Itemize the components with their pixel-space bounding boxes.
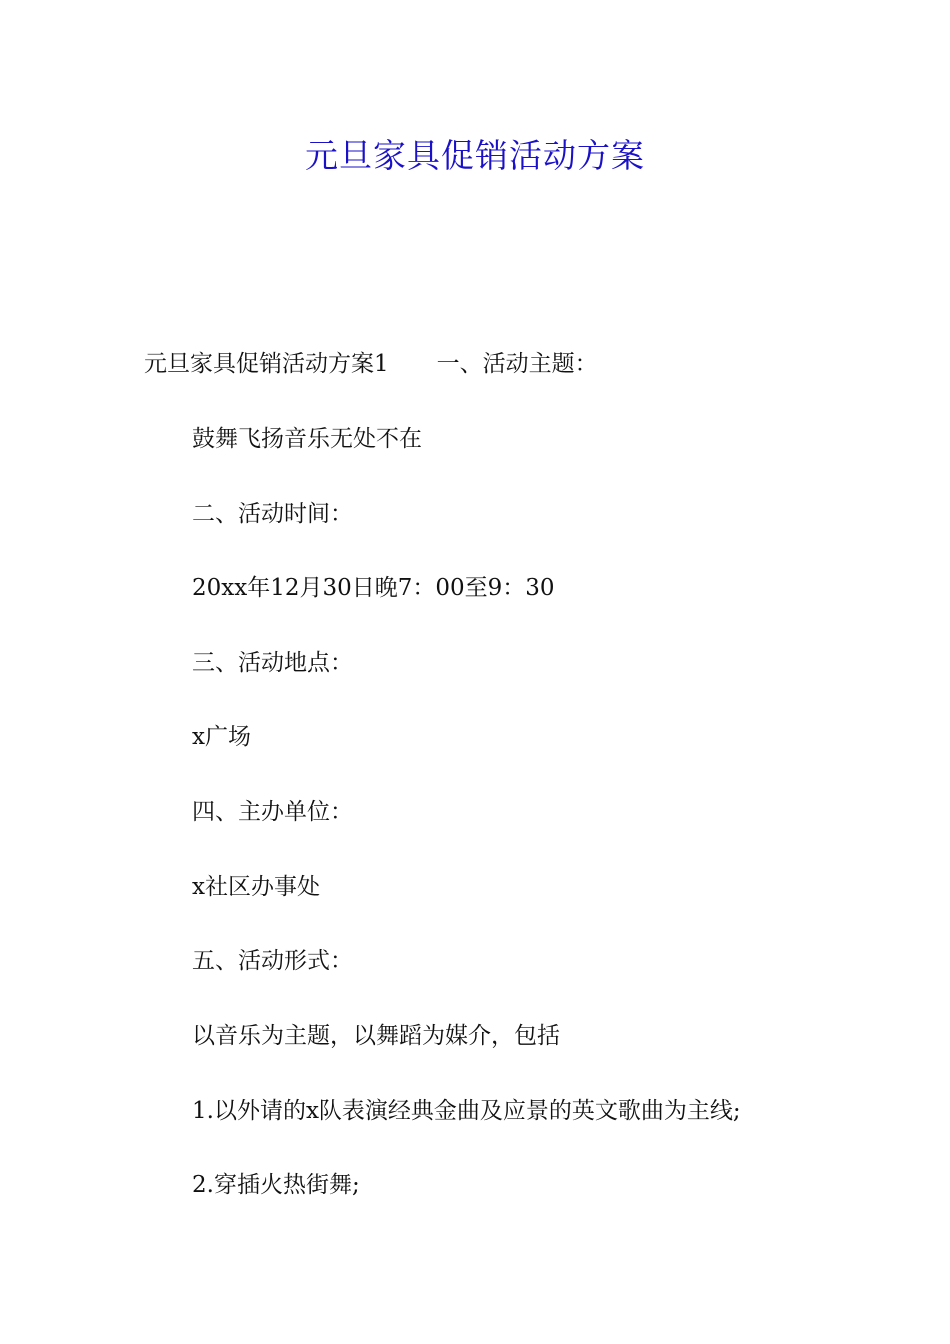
section-heading-location: 三、活动地点：	[192, 650, 353, 676]
section-heading-time: 二、活动时间：	[192, 501, 353, 527]
plan-heading: 元旦家具促销活动方案1	[144, 351, 389, 377]
list-item-2: 2.穿插火热街舞;	[192, 1172, 360, 1198]
list-item-1: 1.以外请的x队表演经典金曲及应景的英文歌曲为主线;	[192, 1098, 741, 1124]
paragraph-organizer: x社区办事处	[192, 874, 320, 900]
paragraph-location: x广场	[192, 724, 251, 750]
section-heading-theme: 一、活动主题：	[436, 351, 598, 377]
first-line	[144, 345, 598, 378]
paragraph-time: 20xx年12月30日晚7：00至9：30	[192, 575, 555, 601]
section-heading-format: 五、活动形式：	[192, 948, 353, 974]
paragraph-theme: 鼓舞飞扬音乐无处不在	[192, 426, 422, 452]
section-heading-organizer: 四、主办单位：	[192, 799, 353, 825]
document-title: 元旦家具促销活动方案	[305, 136, 645, 175]
paragraph-format: 以音乐为主题，以舞蹈为媒介，包括	[192, 1023, 560, 1049]
